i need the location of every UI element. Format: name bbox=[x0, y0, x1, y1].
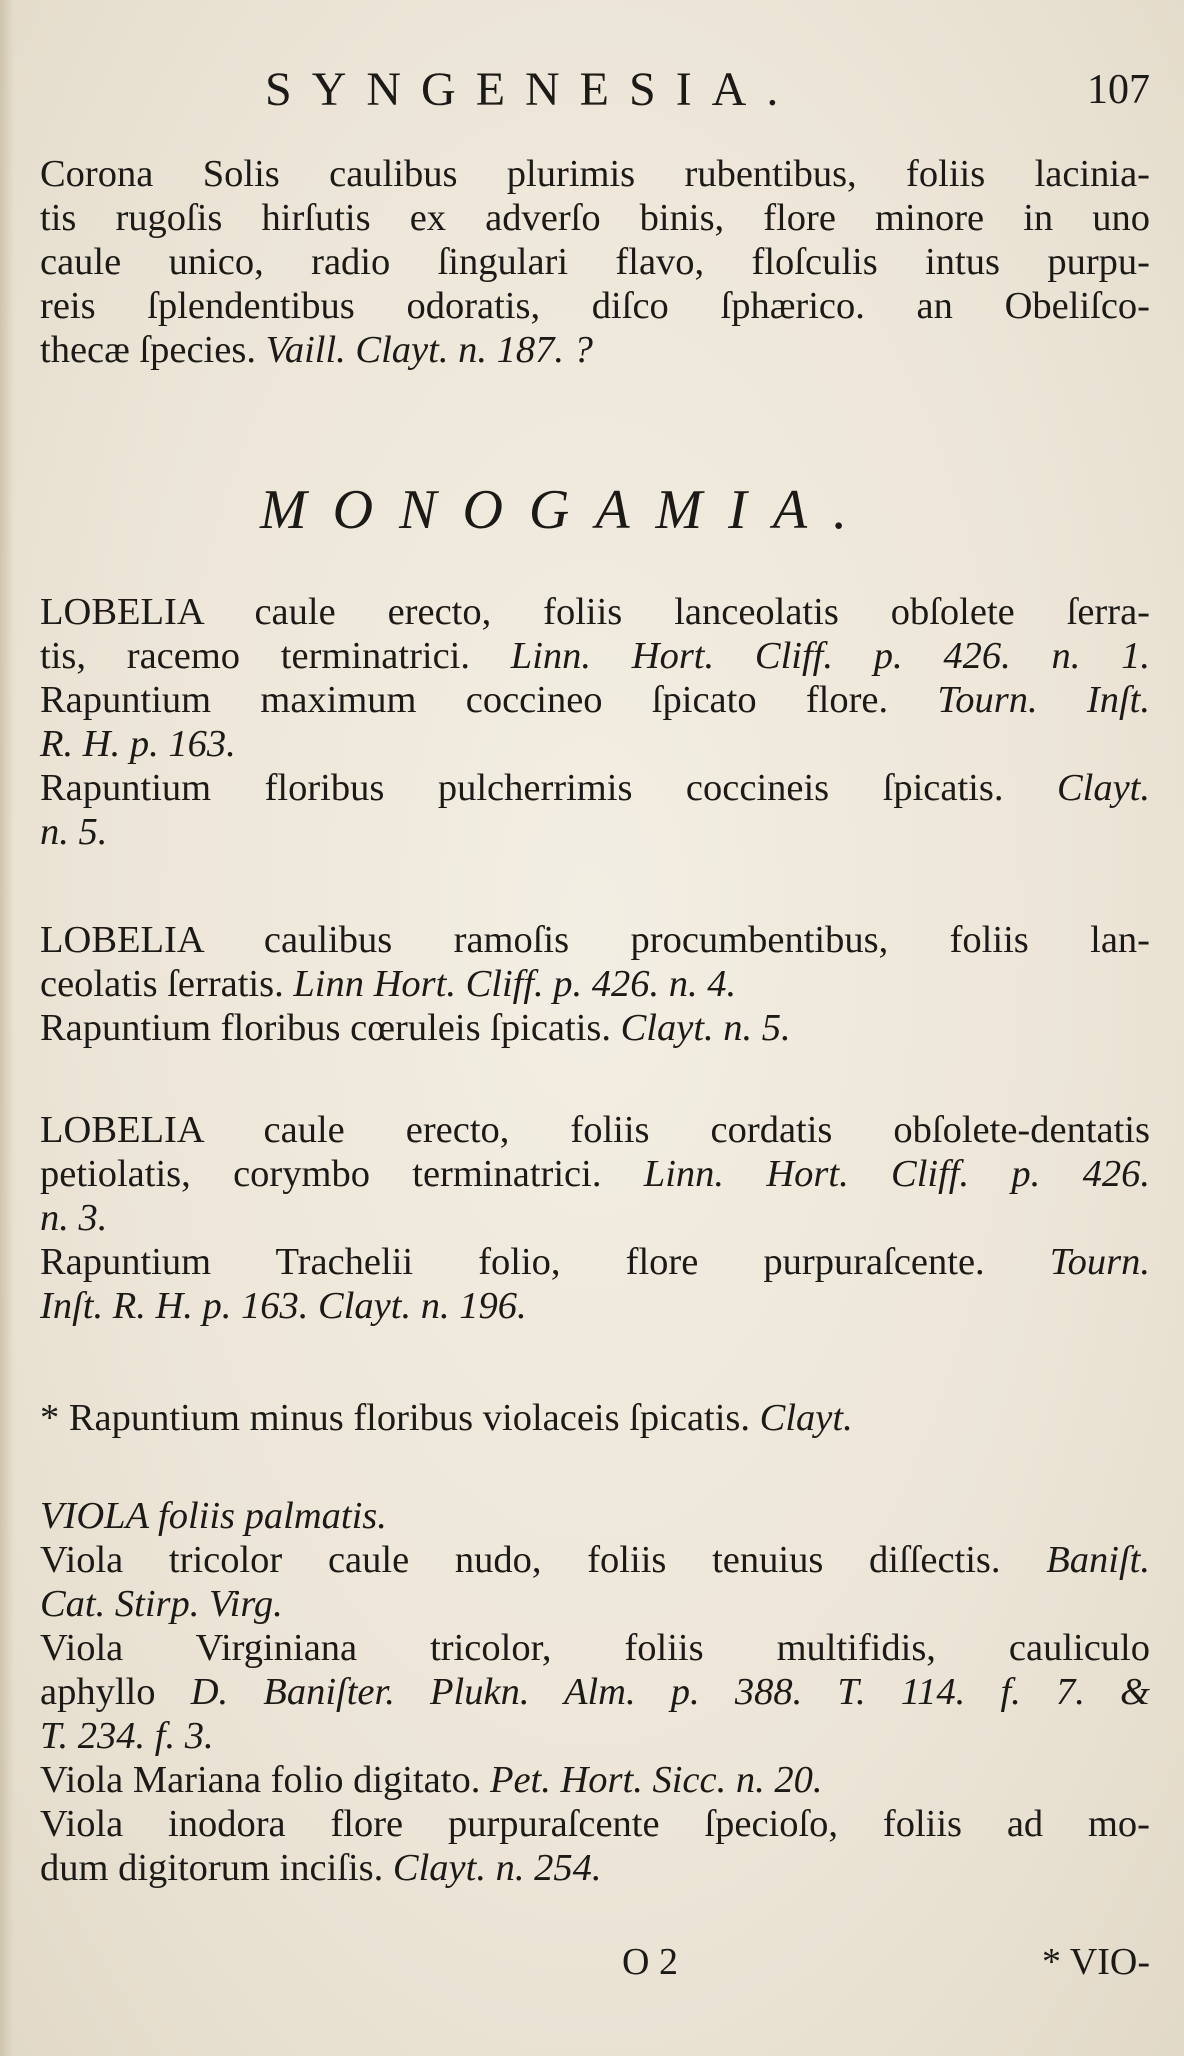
entry-reference: Linn Hort. Cliff. p. 426. n. 4. bbox=[293, 963, 737, 1005]
entry-reference: n. 5. bbox=[40, 811, 108, 853]
entry-reference: R. H. p. 163. bbox=[40, 723, 236, 765]
entry-line: caule unico, radio ſingulari flavo, floſculis intus purpu- bbox=[40, 241, 1150, 283]
entry-lobelia-3 bbox=[40, 1108, 1150, 1328]
entry-line bbox=[40, 1846, 1150, 1890]
entry-viola bbox=[40, 1494, 1150, 1890]
entry-line: Viola inodora flore purpuraſcente ſpecioſo, foliis ad mo- bbox=[40, 1803, 1150, 1845]
entry-text: Viola tricolor caule nudo, foliis tenuius diſſectis. bbox=[40, 1539, 1001, 1581]
entry-reference: Linn. Hort. Cliff. p. 426. n. 1. bbox=[510, 635, 1151, 677]
entry-line bbox=[40, 1006, 1150, 1050]
entry-lobelia-2 bbox=[40, 918, 1150, 1050]
entry-text: Rapuntium floribus cœruleis ſpicatis. bbox=[40, 1007, 611, 1049]
signature-mark: O 2 bbox=[622, 1941, 678, 1983]
entry-reference: Cat. Stirp. Virg. bbox=[40, 1583, 283, 1625]
entry-line: tis rugoſis hirſutis ex adverſo binis, flore minore in uno bbox=[40, 197, 1150, 239]
section-heading: MONOGAMIA. bbox=[260, 479, 874, 541]
entry-reference: T. 234. f. 3. bbox=[40, 1715, 214, 1757]
entry-line bbox=[40, 678, 1150, 722]
entry-text: tis, racemo terminatrici. bbox=[40, 635, 471, 677]
entry-reference: Clayt. bbox=[1056, 767, 1151, 809]
entry-reference: n. 3. bbox=[40, 1197, 108, 1239]
entry-text: Viola Mariana folio digitato. bbox=[40, 1759, 481, 1801]
entry-reference: Linn. Hort. Cliff. p. 426. bbox=[643, 1153, 1150, 1195]
entry-line bbox=[40, 634, 1150, 678]
entry-text: aphyllo bbox=[40, 1671, 156, 1713]
entry-line bbox=[40, 1152, 1150, 1196]
entry-rapuntium-minus bbox=[40, 1396, 1150, 1440]
entry-line: reis ſplendentibus odoratis, diſco ſphærico. an Obeliſco- bbox=[40, 285, 1150, 327]
entry-line: Corona Solis caulibus plurimis rubentibus, foliis lacinia- bbox=[40, 153, 1150, 195]
entry-reference: D. Baniſter. Plukn. Alm. p. 388. T. 114. f. 7. & bbox=[190, 1671, 1151, 1713]
entry-text: Rapuntium maximum coccineo ſpicato flore. bbox=[40, 679, 889, 721]
entry-heading: VIOLA foliis palmatis. bbox=[40, 1495, 387, 1537]
entry-line bbox=[40, 1538, 1150, 1582]
page-number: 107 bbox=[1087, 67, 1150, 113]
entry-reference: Clayt. bbox=[759, 1397, 853, 1439]
entry-reference: Inſt. R. H. p. 163. Clayt. n. 196. bbox=[40, 1285, 527, 1327]
entry-reference: Vaill. Clayt. n. 187. ? bbox=[265, 329, 593, 371]
entry-reference: Baniſt. bbox=[1046, 1539, 1150, 1581]
entry-line bbox=[40, 1670, 1150, 1714]
entry-reference: Tourn. bbox=[1049, 1241, 1150, 1283]
entry-line bbox=[40, 1240, 1150, 1284]
entry-line bbox=[40, 962, 1150, 1006]
entry-line bbox=[40, 328, 1150, 372]
entry-line bbox=[40, 1758, 1150, 1802]
entry-text: Rapuntium floribus pulcherrimis coccineis ſpicatis. bbox=[40, 767, 1004, 809]
entry-text: petiolatis, corymbo terminatrici. bbox=[40, 1153, 602, 1195]
running-head bbox=[40, 62, 1150, 122]
entry-line bbox=[40, 766, 1150, 810]
entry-text: * Rapuntium minus floribus violaceis ſpicatis. bbox=[40, 1397, 751, 1439]
entry-corona-solis bbox=[40, 152, 1150, 372]
entry-reference: Clayt. n. 254. bbox=[392, 1847, 602, 1889]
entry-reference: Pet. Hort. Sicc. n. 20. bbox=[489, 1759, 823, 1801]
entry-line: LOBELIA caulibus ramoſis procumbentibus, foliis lan- bbox=[40, 919, 1150, 961]
entry-line bbox=[40, 1396, 1150, 1440]
entry-line: LOBELIA caule erecto, foliis lanceolatis obſolete ſerra- bbox=[40, 591, 1150, 633]
entry-reference: Clayt. n. 5. bbox=[620, 1007, 791, 1049]
running-title: SYNGENESIA. bbox=[265, 63, 799, 116]
catchword: * VIO- bbox=[1041, 1941, 1150, 1983]
page-gutter-shadow bbox=[0, 0, 14, 2056]
entry-text: Rapuntium Trachelii folio, flore purpuraſcente. bbox=[40, 1241, 985, 1283]
entry-text: dum digitorum inciſis. bbox=[40, 1847, 384, 1889]
entry-lobelia-1 bbox=[40, 590, 1150, 854]
entry-reference: Tourn. Inſt. bbox=[937, 679, 1150, 721]
entry-line: LOBELIA caule erecto, foliis cordatis obſolete-dentatis bbox=[40, 1109, 1150, 1151]
entry-text: ceolatis ſerratis. bbox=[40, 963, 284, 1005]
entry-text: thecæ ſpecies. bbox=[40, 329, 256, 371]
entry-line: Viola Virginiana tricolor, foliis multifidis, cauliculo bbox=[40, 1627, 1150, 1669]
